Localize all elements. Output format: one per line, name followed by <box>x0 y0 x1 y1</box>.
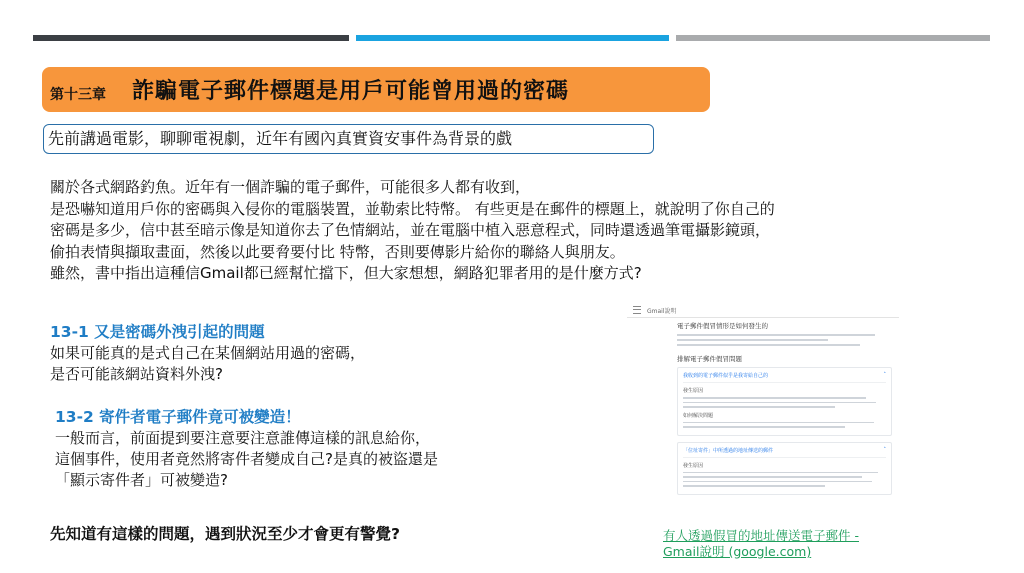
section1-line: 如果可能真的是式自己在某個網站用過的密碼， <box>50 344 366 362</box>
intro-line: 是恐嚇知道用戶你的密碼與入侵你的電腦裝置，並勒索比特幣。 有些更是在郵件的標題上，就說明了你自己的 <box>50 199 775 218</box>
screenshot-panel <box>677 367 892 436</box>
intro-paragraph <box>50 177 995 285</box>
panel-title: 「位址寄件」中所透過的地址傳送的郵件 <box>683 447 774 454</box>
top-bar-dark <box>33 35 349 41</box>
intro-line: 關於各式網路釣魚。近年有一個詐騙的電子郵件，可能很多人都有收到， <box>50 178 531 196</box>
section1-text <box>50 343 365 385</box>
panel-subheading: 如何解決問題 <box>683 412 714 419</box>
intro-line: 偷拍表情與擷取畫面，然後以此要脅要付比 特幣，否則要傳影片給你的聯絡人與朋友。 <box>50 242 625 261</box>
chevron-up-icon: ˄ <box>883 372 886 378</box>
subtitle-box: 先前講過電影，聊聊電視劇，近年有國內真實資安事件為背景的戲 <box>43 124 654 154</box>
chapter-title: 詐騙電子郵件標題是用戶可能曾用過的密碼 <box>132 79 570 104</box>
screenshot-heading: 電子郵件假冒情形是如何發生的 <box>677 322 768 330</box>
section2-line: 「顯示寄件者」可被變造? <box>55 471 228 489</box>
menu-icon <box>633 306 641 314</box>
chapter-number: 第十三章 <box>50 86 106 103</box>
source-link-line[interactable]: Gmail說明 (google.com) <box>663 544 812 559</box>
screenshot-content <box>677 321 892 501</box>
gmail-help-screenshot <box>627 303 899 525</box>
screenshot-topbar <box>627 303 899 318</box>
chapter-header <box>42 67 710 112</box>
section2-heading: 13-2 寄件者電子郵件竟可被變造！ <box>55 408 301 426</box>
top-bar-blue <box>356 35 669 41</box>
screenshot-app-label: Gmail說明 <box>647 307 677 315</box>
panel-subheading: 發生原因 <box>683 388 704 394</box>
source-link[interactable] <box>663 528 859 560</box>
chevron-up-icon: ˄ <box>883 446 886 453</box>
intro-line: 雖然，書中指出這種信Gmail都已經幫忙擋下，但大家想想，網路犯罪者用的是什麼方式? <box>50 264 642 282</box>
panel-title: 我收到的電子郵件似乎是我寄給自己的 <box>683 373 769 379</box>
final-note: 先知道有這樣的問題，遇到狀況至少才會更有警覺? <box>50 525 400 543</box>
screenshot-section-title: 排解電子郵件假冒問題 <box>677 355 742 363</box>
section1-heading: 13-1 又是密碼外洩引起的問題 <box>50 323 265 341</box>
section2-text <box>55 428 438 491</box>
top-bar-gray <box>676 35 990 41</box>
source-link-line[interactable]: 有人透過假冒的地址傳送電子郵件 - <box>663 528 859 543</box>
panel-subheading: 發生原因 <box>683 462 704 469</box>
section2-line: 這個事件，使用者竟然將寄件者變成自己?是真的被盜還是 <box>55 450 438 468</box>
screenshot-panel <box>677 442 892 495</box>
section1-line: 是否可能該網站資料外洩? <box>50 365 223 383</box>
section2-line: 一般而言，前面提到要注意要注意誰傳這樣的訊息給你， <box>55 429 431 447</box>
intro-line: 密碼是多少，信中甚至暗示像是知道你去了色情網站，並在電腦中植入惡意程式，同時還透過筆電攝影鏡頭， <box>50 221 771 239</box>
